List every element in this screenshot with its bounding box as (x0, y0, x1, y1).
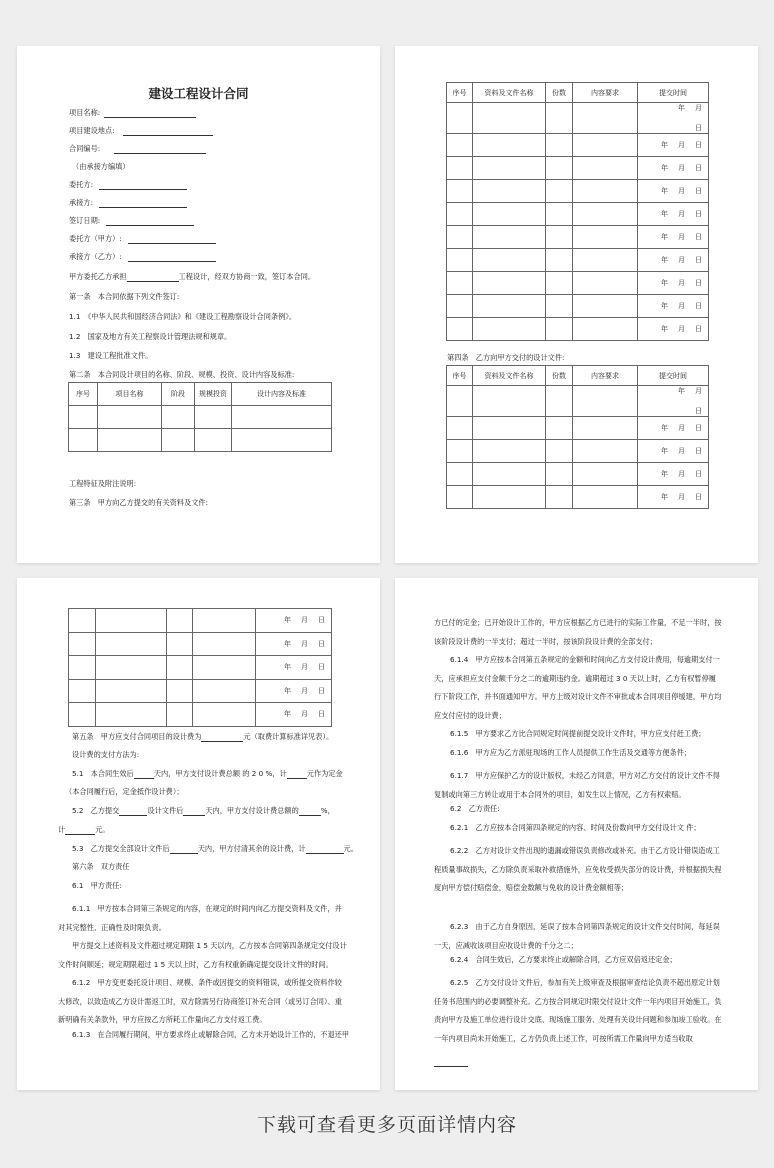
table-row (447, 103, 709, 134)
submit-date-cell: 年 月 日 (256, 609, 332, 633)
submit-date-cell: 年 月 日 (638, 440, 709, 463)
clause-6-1-1-cont: 甲方提交上述资料及文件超过规定期限 1 5 天以内，乙方按本合同第四条规定交付设计文件时间顺延；规定期限超过 1 5 天以上时，乙方有权重新确定提交设计文件的时间。 (58, 941, 347, 969)
table-row (447, 295, 709, 318)
submit-date-cell: 年 月 日 (638, 157, 709, 180)
table-row (447, 203, 709, 226)
table-row (69, 679, 332, 703)
clause-6-2-1: 6.2.1 乙方应按本合同第四条规定的内容、时间及份数向甲方交付设计文 件； (450, 823, 701, 832)
article-3: 第三条 甲方向乙方提交的有关资料及文件: (69, 498, 208, 507)
submit-date-cell: 年 月 日 (638, 272, 709, 295)
design-items-table (68, 382, 332, 452)
client-documents-table (446, 82, 709, 341)
article-1-1: 1.1 《中华人民共和国经济合同法》和《建设工程勘察设计合同条例》。 (69, 312, 297, 321)
field-client: 委托方: (69, 180, 187, 190)
intro-line: 甲方委托乙方承担 工程设计，经双方协商一致，签订本合同。 (69, 272, 316, 281)
table-row (447, 318, 709, 341)
clause-6-2-3: 6.2.3 由于乙方自身原因，延误了按本合同第四条规定的设计文件交付时间，每延误一天，应减收该项目应收设计费的千分之二； (434, 922, 720, 950)
payment-method: 设计费的支付方法为: (72, 750, 140, 759)
table-row (447, 180, 709, 203)
table-header: 内容要求 (573, 366, 638, 386)
article-2: 第二条 本合同设计项目的名称、阶段、规模、投资、设计内容及标准: (69, 370, 295, 379)
submit-date-cell: 年 月 日 (638, 180, 709, 203)
submit-date-cell: 年 月 日 (638, 463, 709, 486)
clause-6-2-4: 6.2.4 合同生效后，乙方要求终止或解除合同，乙方应双倍返还定金； (450, 955, 677, 964)
clause-6-1: 6.1 甲方责任: (72, 881, 122, 890)
table-header: 规模投资 (195, 383, 232, 406)
field-project-location: 项目建设地点: (69, 126, 213, 136)
clause-6-2-5: 6.2.5 乙方交付设计文件后，参加有关上级审查及根据审查结论负责不超出原定计划任务书范围内的必要调整补充。乙方按合同规定时限交付设计文件一年内项目开始施工，负责向甲方及施工单位进行设计交底、现场施工服务、处理有关设计问题和参加竣工验收。在一年内项目尚未开始施工，乙方仍负责上述工作，可按所需工作量向甲方适当收取 (434, 974, 722, 1067)
design-deliverables-table (446, 365, 709, 509)
table-header: 资料及文件名称 (473, 83, 546, 103)
clause-6-1-3-cont: 方已付的定金；已开始设计工作的，甲方应根据乙方已进行的实际工作量，不足一半时，按该阶段设计费的一半支付；超过一半时，按该阶段设计费的全部支付； (434, 618, 722, 646)
submit-date-cell: 年 月 日 (638, 134, 709, 157)
clause-5-2: 5.2 乙方提交 设计文件后 天内，甲方支付设计费总额的 %， (72, 806, 335, 815)
clause-6-1-3: 6.1.3 在合同履行期间，甲方要求终止或解除合同，乙方未开始设计工作的，不退还甲 (72, 1030, 350, 1039)
clause-5-3: 5.3 乙方提交全部设计文件后 天内，甲方付清其余的设计费，计 元。 (72, 844, 358, 853)
article-1: 第一条 本合同依据下列文件签订: (69, 292, 180, 301)
submit-date-cell: 年 月 日 (638, 486, 709, 509)
clause-6-1-4: 6.1.4 甲方应按本合同第五条规定的金额和时间向乙方支付设计费用，每逾期支付一天，应承担应支付金额千分之二的逾期违约金。逾期超过 3 0 天以上时，乙方有权暂停履行下阶段工作，并书面通知甲方。甲方上级对设计文件不审批或本合同项目停缓建，甲方均应支付应付的设计费； (434, 655, 722, 720)
table-row (69, 429, 332, 452)
article-5: 第五条 甲方应支付合同项目的设计费为 元（取费计算标准详见表）。 (72, 732, 334, 741)
submit-date-cell: 年 月 日 (638, 417, 709, 440)
article-1-2: 1.2 国家及地方有关工程察设计管理法规和规章。 (69, 332, 232, 341)
table-row (447, 249, 709, 272)
table-row (69, 632, 332, 656)
contract-page-3 (17, 578, 380, 1090)
table-header: 内容要求 (573, 83, 638, 103)
table-header: 序号 (447, 83, 473, 103)
submit-date-cell: 年 月 日 (256, 679, 332, 703)
table-header: 资料及文件名称 (473, 366, 546, 386)
submit-date-cell: 年 月 日 (638, 226, 709, 249)
table-row (447, 272, 709, 295)
clause-5-1: 5.1 本合同生效后 天内，甲方支付设计费总额 的 2 0 %，计 元作为定金 (72, 769, 343, 778)
submit-date-cell: 年 月 日 (256, 703, 332, 727)
table-row (69, 609, 332, 633)
submit-date-cell: 年 月 日 (638, 295, 709, 318)
table-row (447, 463, 709, 486)
table-header: 序号 (447, 366, 473, 386)
table-row (447, 157, 709, 180)
field-contract-number: 合同编号: (69, 144, 206, 154)
table-header: 份数 (546, 83, 573, 103)
submit-date-cell: 年 月 日 (256, 656, 332, 680)
clause-6-1-7: 6.1.7 甲方应保护乙方的设计版权，未经乙方同意，甲方对乙方交付的设计文件不得复制或向第三方转让或用于本合同外的项目，如发生以上情况，乙方有权索赔。 (434, 771, 720, 799)
field-party-b: 承接方（乙方）: (69, 252, 216, 262)
field-project-name: 项目名称: (69, 108, 196, 118)
field-sign-date: 签订日期: (69, 216, 194, 226)
clause-6-1-5: 6.1.5 甲方要求乙方比合同规定时间提前提交设计文件时，甲方应支付赶工费； (450, 729, 706, 738)
clause-5-1-cont: （本合同履行后，定金抵作设计费）； (65, 787, 184, 796)
clause-6-1-6: 6.1.6 甲方应为乙方派驻现场的工作人员提供工作生活及交通等方便条件； (450, 748, 692, 757)
table-header: 设计内容及标准 (232, 383, 332, 406)
clause-6-1-1: 6.1.1 甲方按本合同第三条规定的内容，在规定的时间内向乙方提交资料及文件，并对其完整性、正确性及时限负责。 (58, 904, 342, 932)
table-row (69, 656, 332, 680)
article-1-3: 1.3 建设工程批准文件。 (69, 351, 153, 360)
submit-date-cell: 年 月 日 (638, 249, 709, 272)
table-row (69, 406, 332, 429)
table-header: 项目名称 (98, 383, 162, 406)
submit-date-cell: 年 月 日 (638, 386, 709, 417)
table-row (69, 703, 332, 727)
table-header: 提交时间 (638, 83, 709, 103)
contract-page-1 (17, 46, 380, 563)
article-6: 第六条 双方责任 (72, 862, 130, 871)
submit-date-cell: 年 月 日 (638, 318, 709, 341)
project-notes: 工程特征及附注说明: (69, 479, 137, 488)
table-header: 序号 (69, 383, 98, 406)
table-header: 份数 (546, 366, 573, 386)
field-contractor: 承接方: (69, 198, 187, 208)
table-header: 阶段 (162, 383, 195, 406)
submit-date-cell: 年 月 日 (638, 103, 709, 134)
submit-date-cell: 年 月 日 (256, 632, 332, 656)
table-row (447, 226, 709, 249)
contract-page-2 (395, 46, 758, 563)
clause-6-2: 6.2 乙方责任: (450, 804, 500, 813)
submit-date-cell: 年 月 日 (638, 203, 709, 226)
download-more-footer: 下载可查看更多页面详情内容 (256, 1114, 517, 1136)
table-row (447, 440, 709, 463)
clause-6-2-2: 6.2.2 乙方对设计文件出现的遗漏或错误负责修改或补充。由于乙方设计错误造成工程质量事故损失，乙方除负责采取补救措施外，应免收受损失部分的设计费，并根据损失程度向甲方偿付赔偿金，赔偿金数额与免收的设计费金额相等； (434, 846, 722, 892)
table-row (447, 417, 709, 440)
table-row (447, 134, 709, 157)
table-row (447, 386, 709, 417)
article-4: 第四条 乙方向甲方交付的设计文件: (447, 353, 565, 362)
table-row (447, 486, 709, 509)
design-deliverables-table-cont (68, 608, 332, 727)
clause-6-1-2: 6.1.2 甲方变更委托设计项目、规模、条件或因提交的资料错误，或所提交资料作较大修改，以致造成乙方设计需返工时，双方除需另行协商签订补充合同（或另订合同）、重新明确有关条款外，甲方应按乙方所耗工作量向乙方支付返工费。 (58, 978, 342, 1024)
contract-page-4 (395, 578, 758, 1090)
contract-title: 建设工程设计合同 (148, 86, 249, 101)
field-party-a: 委托方（甲方）: (69, 234, 216, 244)
table-header: 提交时间 (638, 366, 709, 386)
field-number-note: （由承接方编填） (72, 162, 130, 171)
clause-5-2-cont: 计 元。 (58, 825, 110, 834)
